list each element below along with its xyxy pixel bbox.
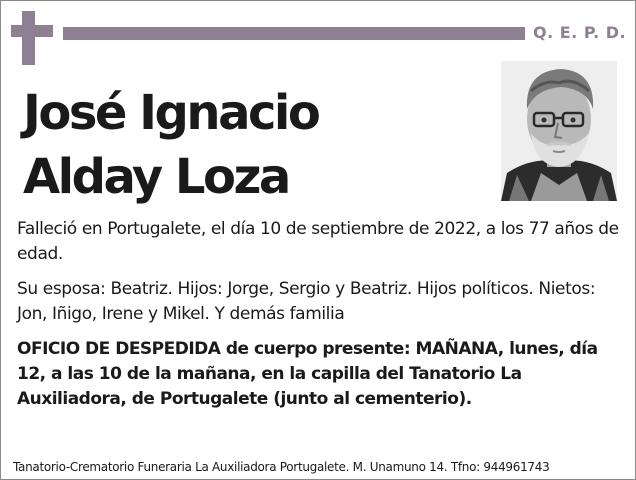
funeral-home-footer: Tanatorio-Crematorio Funeraria La Auxiliadora Portugalete. M. Unamuno 14. Tfno: 944961743 (13, 460, 550, 474)
death-notice-text: Falleció en Portugalete, el día 10 de septiembre de 2022, a los 77 años de edad. (17, 219, 619, 264)
qepd-label: Q. E. P. D. (533, 23, 627, 42)
deceased-surname: Alday Loza (23, 149, 289, 205)
service-announcement: OFICIO DE DESPEDIDA de cuerpo presente: MAÑANA, lunes, día 12, a las 10 de la mañana, en la capilla del Tanatorio La Auxiliadora, de Portugalete (junto al cementerio). (17, 339, 598, 409)
header-rule (63, 27, 525, 40)
family-text: Su esposa: Beatriz. Hijos: Jorge, Sergio y Beatriz. Hijos políticos. Nietos: Jon, Iñigo, Irene y Mikel. Y demás familia (17, 279, 596, 324)
portrait-photo (501, 61, 617, 201)
deceased-first-name: José Ignacio (23, 85, 319, 141)
